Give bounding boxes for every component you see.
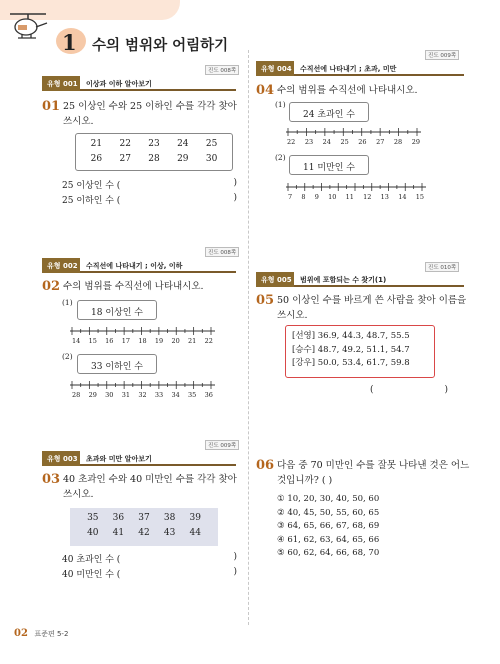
answer-label: 25 이하인 수 (: [62, 196, 121, 206]
answer-close: ): [233, 552, 237, 562]
footer: [14, 628, 68, 639]
answer-line: [370, 385, 448, 395]
grid-number: 39: [189, 513, 201, 523]
grid-number: 24: [177, 139, 189, 149]
tick-label: 10: [328, 193, 337, 201]
tick-label: 11: [345, 193, 354, 201]
answer-rows: [292, 330, 428, 371]
answer-label: 40 미만인 수 (: [62, 570, 121, 580]
tick-label: 8: [301, 193, 306, 201]
choice-list: [277, 493, 457, 561]
grid-number: 21: [90, 139, 103, 149]
tick-label: 16: [105, 337, 114, 345]
range-box: 11 미만인 수: [289, 155, 369, 175]
question-number: 06: [256, 458, 275, 473]
grid-number: 29: [177, 154, 189, 164]
choice-item[interactable]: ⑤ 60, 62, 64, 66, 68, 70: [277, 548, 380, 558]
sub-label: (2): [62, 352, 73, 361]
grid-number: 30: [205, 154, 218, 164]
choice-item[interactable]: ④ 61, 62, 63, 64, 65, 66: [277, 534, 380, 545]
type-badge: 유형 005: [256, 272, 294, 287]
tick-label: 21: [188, 337, 197, 345]
question-number: 02: [42, 279, 61, 294]
answer-open: (: [370, 385, 374, 395]
number-line: [286, 127, 421, 137]
grid-number: 36: [112, 513, 125, 523]
tick-label: 25: [340, 138, 349, 146]
answer-line: [62, 193, 237, 206]
grid-number: 35: [87, 513, 99, 523]
question-text: 40 초과인 수와 40 미만인 수를 각각 찾아 쓰시오.: [63, 474, 237, 500]
tick-label: 33: [154, 391, 164, 399]
number-box: [70, 508, 218, 546]
tick-label: 29: [88, 391, 97, 399]
number-line: [286, 182, 426, 192]
grid-number: 43: [163, 528, 176, 538]
number-grid: [82, 139, 226, 164]
answer-label: 25 이상인 수 (: [62, 181, 121, 191]
tick-label: 32: [138, 391, 147, 399]
unit-title: 수의 범위와 어림하기: [92, 38, 229, 54]
question-number: 04: [256, 83, 275, 98]
page-number: 02: [14, 628, 28, 639]
number-grid: [80, 513, 208, 538]
answer-line: [62, 552, 237, 565]
choice-item[interactable]: ① 10, 20, 30, 40, 50, 60: [277, 494, 380, 504]
question-text: 다음 중 70 미만인 수를 잘못 나타낸 것은 어느 것입니까? ( ): [277, 460, 470, 486]
answer-close: ): [444, 385, 448, 395]
sub-label: (2): [275, 153, 286, 162]
tick-labels: [72, 391, 213, 399]
type-title: 범위에 포함되는 수 찾기(1): [300, 276, 387, 284]
grid-number: 27: [119, 154, 131, 164]
tick-label: 23: [304, 138, 314, 146]
answer-row: [승수] 48.7, 49.2, 51.1, 54.7: [292, 344, 410, 355]
column-divider: [248, 50, 249, 625]
tick-label: 18: [138, 337, 147, 345]
tick-label: 24: [322, 138, 331, 146]
grid-number: 37: [138, 513, 150, 523]
tick-label: 7: [288, 193, 293, 201]
question-text: 수의 범위를 수직선에 나타내시오.: [63, 281, 204, 292]
tick-label: 12: [363, 193, 372, 201]
tick-label: 9: [314, 193, 319, 201]
tick-label: 30: [105, 391, 114, 399]
tick-label: 35: [188, 391, 197, 399]
type-banner: [42, 258, 236, 273]
grid-number: 28: [148, 154, 160, 164]
type-title: 수직선에 나타내기 ; 초과, 미만: [300, 65, 397, 73]
tick-label: 28: [393, 138, 403, 146]
question-number: 05: [256, 293, 275, 308]
sub-label: (1): [62, 298, 73, 307]
grid-number: 42: [138, 528, 150, 538]
grid-number: 41: [112, 528, 125, 538]
number-line: [70, 326, 215, 336]
type-badge: 유형 001: [42, 76, 80, 91]
question-text: 25 이상인 수와 25 이하인 수를 각각 찾아 쓰시오.: [63, 101, 237, 127]
type-badge: 유형 003: [42, 451, 80, 466]
tick-label: 36: [204, 391, 213, 399]
answer-row: [선영] 36.9, 44.3, 48.7, 55.5: [292, 331, 410, 341]
answer-line: [62, 178, 237, 191]
question-number: 01: [42, 99, 61, 114]
range-box: 18 이상인 수: [77, 300, 157, 320]
tick-label: 17: [121, 337, 131, 345]
tick-label: 22: [287, 138, 296, 146]
helicopter-icon: [6, 8, 50, 44]
tick-label: 15: [415, 193, 424, 201]
tick-label: 34: [171, 391, 180, 399]
tick-label: 27: [376, 138, 385, 146]
tick-label: 26: [358, 138, 367, 146]
grid-number: 22: [119, 139, 131, 149]
answer-row: [강우] 50.0, 53.4, 61.7, 59.8: [292, 358, 410, 368]
grid-number: 40: [87, 528, 99, 538]
type-title: 초과와 미만 알아보기: [86, 455, 152, 463]
grid-number: 26: [90, 154, 103, 164]
range-box: 24 초과인 수: [289, 102, 369, 122]
type-badge: 유형 004: [256, 61, 294, 76]
tick-label: 14: [398, 193, 407, 201]
tick-label: 19: [154, 337, 164, 345]
type-title: 수직선에 나타내기 ; 이상, 이하: [86, 262, 183, 270]
answer-close: ): [233, 567, 237, 577]
tick-labels: [288, 193, 424, 201]
tick-label: 29: [411, 138, 420, 146]
grid-number: 38: [163, 513, 176, 523]
question-text: 수의 범위를 수직선에 나타내시오.: [277, 85, 418, 96]
tick-labels: [287, 138, 420, 146]
answer-line: [62, 567, 237, 580]
source-tag: 진도 008쪽: [205, 247, 239, 257]
choice-item[interactable]: ② 40, 45, 50, 55, 60, 65: [277, 507, 380, 518]
answer-close: ): [233, 193, 237, 203]
highlight-box: [285, 325, 435, 378]
tick-labels: [72, 337, 213, 345]
tick-label: 15: [88, 337, 97, 345]
sub-label: (1): [275, 100, 286, 109]
grid-number: 25: [205, 139, 218, 149]
tick-label: 22: [204, 337, 213, 345]
source-tag: 진도 010쪽: [425, 262, 459, 272]
grid-number: 23: [148, 139, 160, 149]
number-line: [70, 380, 215, 390]
type-title: 이상과 이하 알아보기: [86, 80, 152, 88]
tick-label: 28: [72, 391, 81, 399]
question-text: 50 이상인 수를 바르게 쓴 사람을 찾아 이름을 쓰시오.: [277, 295, 467, 321]
number-box: [75, 133, 233, 171]
source-tag: 진도 009쪽: [425, 50, 459, 60]
range-box: 33 이하인 수: [77, 354, 157, 374]
answer-label: 40 초과인 수 (: [62, 555, 121, 565]
unit-number: 1: [62, 30, 77, 55]
type-badge: 유형 002: [42, 258, 80, 273]
answer-close: ): [233, 178, 237, 188]
book-title: 표준편 5-2: [34, 630, 69, 638]
choice-item[interactable]: ③ 64, 65, 66, 67, 68, 69: [277, 521, 380, 531]
type-banner: [256, 272, 464, 287]
question-number: 03: [42, 472, 61, 487]
tick-label: 13: [380, 193, 389, 201]
grid-number: 44: [189, 528, 201, 538]
tick-label: 20: [171, 337, 180, 345]
source-tag: 진도 008쪽: [205, 65, 239, 75]
type-banner: [256, 61, 464, 76]
type-banner: [42, 76, 236, 91]
tick-label: 31: [121, 391, 131, 399]
source-tag: 진도 009쪽: [205, 440, 239, 450]
type-banner: [42, 451, 236, 466]
tick-label: 14: [72, 337, 81, 345]
